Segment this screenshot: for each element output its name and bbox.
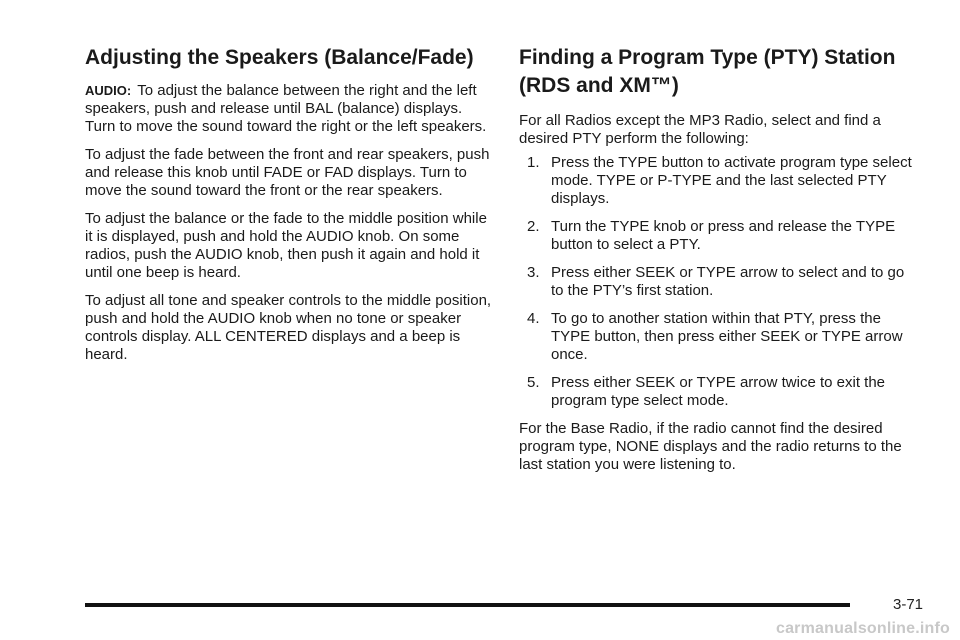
watermark: carmanualsonline.info	[775, 620, 950, 637]
step-number: 5.	[527, 374, 540, 391]
pty-steps-list	[519, 154, 919, 410]
audio-paragraph	[85, 82, 495, 136]
step-text: Press either SEEK or TYPE arrow twice to exit the program type select mode.	[551, 374, 886, 409]
section-heading-pty: Finding a Program Type (PTY) Station (RDS and XM™)	[519, 46, 896, 97]
fade-paragraph: To adjust the fade between the front and rear speakers, push and release this knob until FADE or FAD displays. Turn to move the sound toward the front or the rear speakers.	[85, 146, 490, 199]
page-number: 3-71	[893, 596, 924, 613]
footer-rule	[85, 603, 850, 607]
pty-intro-paragraph: For all Radios except the MP3 Radio, select and find a desired PTY perform the following:	[519, 112, 881, 147]
list-item	[519, 310, 919, 364]
left-column	[85, 0, 495, 364]
step-text: Press the TYPE button to activate program type select mode. TYPE or P-TYPE and the last selected PTY displays.	[551, 154, 912, 207]
middle-position-paragraph: To adjust the balance or the fade to the middle position while it is displayed, push and hold the AUDIO knob. On some radios, push the AUDIO knob, then push it again and hold it until one beep is heard.	[85, 210, 487, 281]
pty-closing-paragraph: For the Base Radio, if the radio cannot find the desired program type, NONE displays and the radio returns to the last station you were listening to.	[519, 420, 902, 473]
step-number: 4.	[527, 310, 540, 327]
list-item	[519, 154, 919, 208]
step-text: Press either SEEK or TYPE arrow to select and to go to the PTY’s first station.	[551, 264, 905, 299]
list-item	[519, 374, 919, 410]
step-number: 2.	[527, 218, 540, 235]
step-number: 3.	[527, 264, 540, 281]
step-text: Turn the TYPE knob or press and release the TYPE button to select a PTY.	[551, 218, 896, 253]
right-column	[519, 0, 919, 474]
step-number: 1.	[527, 154, 540, 171]
step-text: To go to another station within that PTY, press the TYPE button, then press either SEEK or TYPE arrow once.	[551, 310, 903, 363]
paragraph-text: To adjust the balance between the right and the left speakers, push and release until BAL (balance) displays. Turn to move the sound toward the right or the left speakers.	[85, 82, 487, 135]
all-centered-paragraph: To adjust all tone and speaker controls to the middle position, push and hold the AUDIO knob when no tone or speaker controls display. ALL CENTERED displays and a beep is heard.	[85, 292, 492, 363]
section-heading-speakers: Adjusting the Speakers (Balance/Fade)	[85, 46, 474, 69]
list-item	[519, 264, 919, 300]
list-item	[519, 218, 919, 254]
audio-label: AUDIO:	[85, 83, 132, 98]
